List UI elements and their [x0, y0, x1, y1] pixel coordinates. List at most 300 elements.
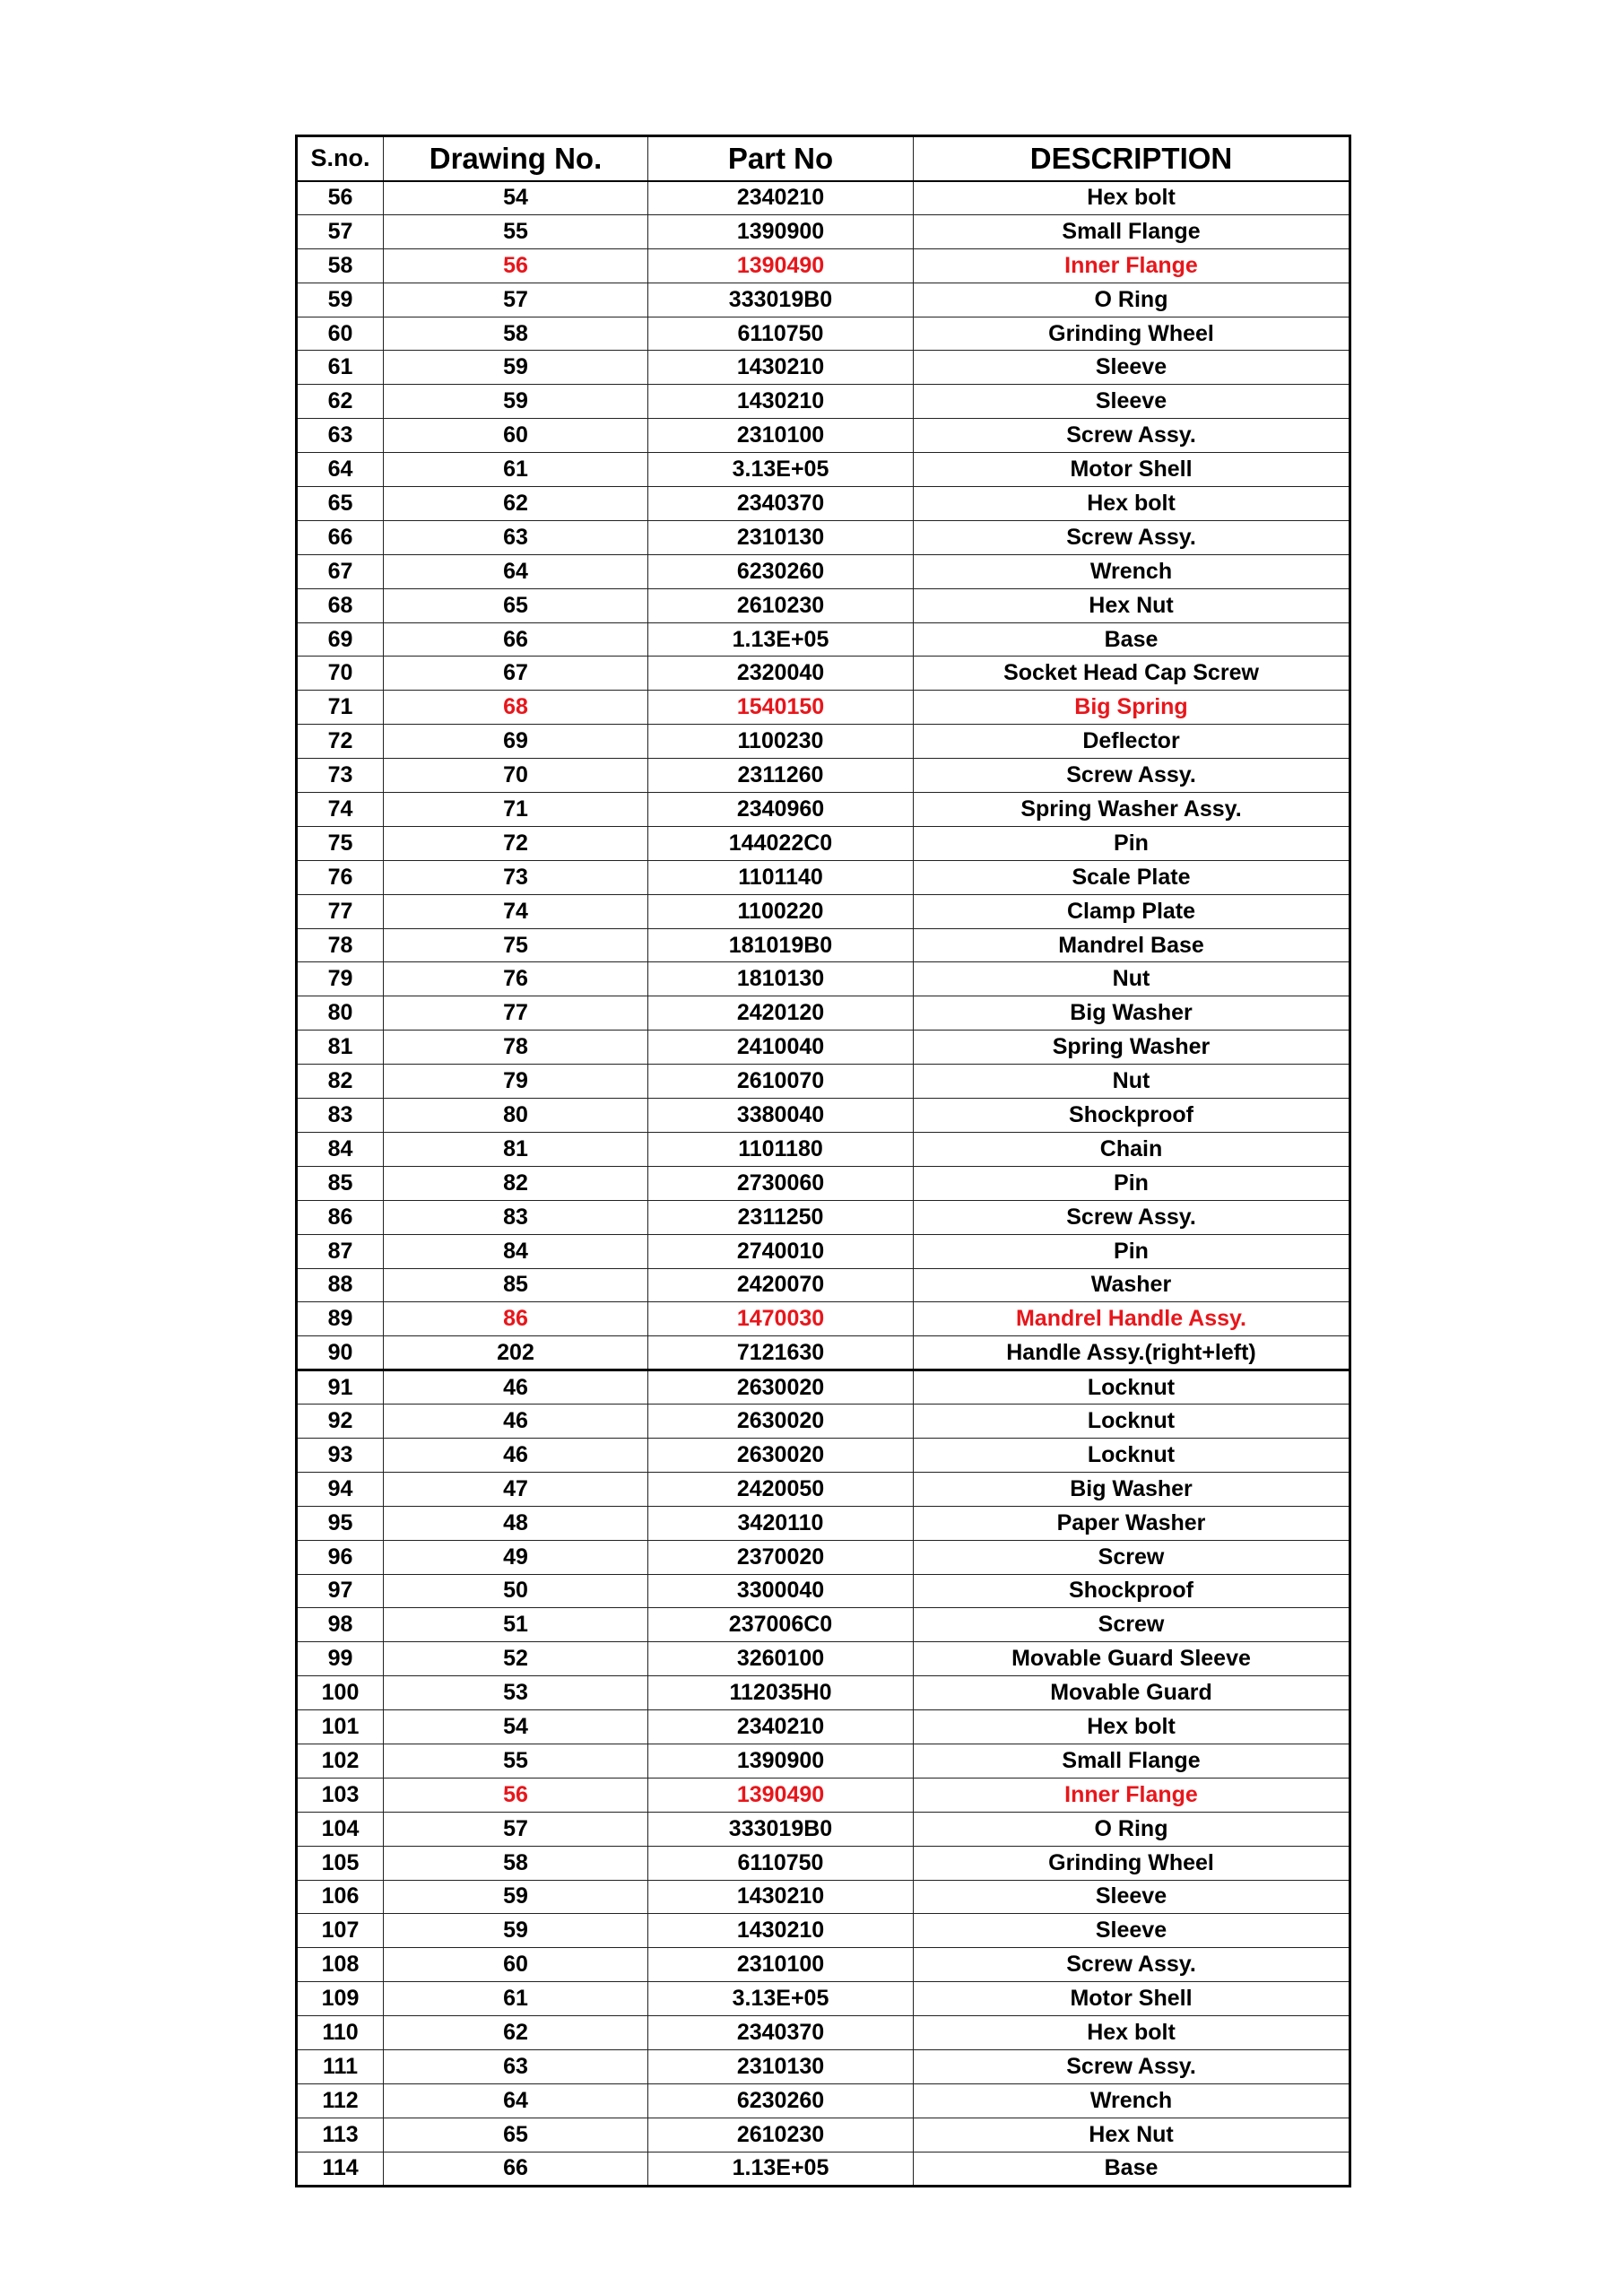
cell-part-no: 112035H0: [648, 1676, 914, 1710]
cell-part-no: 1430210: [648, 1880, 914, 1914]
cell-description: Big Spring: [914, 691, 1350, 725]
cell-description: Screw Assy.: [914, 2049, 1350, 2083]
cell-drawing-no: 59: [384, 1880, 648, 1914]
table-row: [297, 1031, 1350, 1065]
cell-part-no: 2310100: [648, 1948, 914, 1982]
cell-part-no: 1540150: [648, 691, 914, 725]
cell-sno: 106: [297, 1880, 384, 1914]
table-row: [297, 894, 1350, 928]
table-row: [297, 283, 1350, 317]
cell-description: Screw Assy.: [914, 419, 1350, 453]
cell-drawing-no: 73: [384, 860, 648, 894]
table-row: [297, 2118, 1350, 2152]
cell-sno: 102: [297, 1744, 384, 1778]
cell-drawing-no: 56: [384, 1778, 648, 1812]
cell-sno: 93: [297, 1438, 384, 1472]
cell-sno: 112: [297, 2083, 384, 2118]
table-row: [297, 928, 1350, 962]
cell-sno: 80: [297, 996, 384, 1031]
cell-description: Locknut: [914, 1405, 1350, 1439]
cell-drawing-no: 58: [384, 1846, 648, 1880]
header-drawing-no: Drawing No.: [384, 136, 648, 181]
cell-drawing-no: 75: [384, 928, 648, 962]
cell-description: Mandrel Handle Assy.: [914, 1302, 1350, 1336]
cell-drawing-no: 202: [384, 1336, 648, 1370]
table-row: [297, 1438, 1350, 1472]
cell-description: Screw Assy.: [914, 1948, 1350, 1982]
cell-description: Sleeve: [914, 1880, 1350, 1914]
cell-part-no: 2310130: [648, 2049, 914, 2083]
table-row: [297, 1405, 1350, 1439]
cell-description: Hex bolt: [914, 1710, 1350, 1744]
cell-drawing-no: 62: [384, 487, 648, 521]
cell-part-no: 2370020: [648, 1540, 914, 1574]
cell-description: Wrench: [914, 554, 1350, 588]
cell-part-no: 237006C0: [648, 1608, 914, 1642]
cell-part-no: 1470030: [648, 1302, 914, 1336]
cell-sno: 97: [297, 1574, 384, 1608]
cell-part-no: 2320040: [648, 657, 914, 691]
cell-sno: 98: [297, 1608, 384, 1642]
cell-part-no: 2630020: [648, 1405, 914, 1439]
cell-sno: 70: [297, 657, 384, 691]
cell-sno: 61: [297, 351, 384, 385]
cell-drawing-no: 66: [384, 622, 648, 657]
table-row: [297, 725, 1350, 759]
cell-description: Grinding Wheel: [914, 1846, 1350, 1880]
cell-sno: 56: [297, 181, 384, 215]
table-row: [297, 1200, 1350, 1234]
cell-description: Nut: [914, 962, 1350, 996]
cell-sno: 67: [297, 554, 384, 588]
cell-part-no: 2340210: [648, 181, 914, 215]
cell-drawing-no: 54: [384, 1710, 648, 1744]
cell-part-no: 2340370: [648, 2016, 914, 2050]
cell-part-no: 2420120: [648, 996, 914, 1031]
cell-part-no: 7121630: [648, 1336, 914, 1370]
cell-sno: 71: [297, 691, 384, 725]
cell-description: Mandrel Base: [914, 928, 1350, 962]
cell-drawing-no: 71: [384, 793, 648, 827]
cell-part-no: 2410040: [648, 1031, 914, 1065]
cell-drawing-no: 65: [384, 588, 648, 622]
cell-part-no: 2311250: [648, 1200, 914, 1234]
cell-description: Big Washer: [914, 1472, 1350, 1506]
table-row: [297, 2049, 1350, 2083]
cell-sno: 86: [297, 1200, 384, 1234]
cell-part-no: 2340370: [648, 487, 914, 521]
cell-description: Spring Washer Assy.: [914, 793, 1350, 827]
cell-drawing-no: 54: [384, 181, 648, 215]
cell-drawing-no: 67: [384, 657, 648, 691]
cell-drawing-no: 57: [384, 1812, 648, 1846]
cell-part-no: 2610070: [648, 1065, 914, 1099]
cell-description: O Ring: [914, 1812, 1350, 1846]
cell-sno: 85: [297, 1166, 384, 1200]
cell-sno: 99: [297, 1642, 384, 1676]
cell-description: Chain: [914, 1132, 1350, 1166]
cell-drawing-no: 68: [384, 691, 648, 725]
cell-part-no: 333019B0: [648, 1812, 914, 1846]
cell-description: Screw Assy.: [914, 520, 1350, 554]
cell-part-no: 2610230: [648, 2118, 914, 2152]
cell-sno: 78: [297, 928, 384, 962]
cell-drawing-no: 79: [384, 1065, 648, 1099]
cell-description: Hex Nut: [914, 2118, 1350, 2152]
cell-sno: 100: [297, 1676, 384, 1710]
table-row: [297, 759, 1350, 793]
cell-part-no: 2420070: [648, 1268, 914, 1302]
cell-drawing-no: 83: [384, 1200, 648, 1234]
cell-drawing-no: 59: [384, 1914, 648, 1948]
cell-sno: 77: [297, 894, 384, 928]
cell-sno: 88: [297, 1268, 384, 1302]
table-row: [297, 1370, 1350, 1405]
cell-description: O Ring: [914, 283, 1350, 317]
cell-description: Pin: [914, 826, 1350, 860]
cell-description: Deflector: [914, 725, 1350, 759]
cell-part-no: 1.13E+05: [648, 622, 914, 657]
cell-drawing-no: 78: [384, 1031, 648, 1065]
table-row: [297, 1472, 1350, 1506]
table-row: [297, 2152, 1350, 2186]
cell-sno: 58: [297, 248, 384, 283]
cell-part-no: 2610230: [648, 588, 914, 622]
cell-sno: 79: [297, 962, 384, 996]
cell-description: Scale Plate: [914, 860, 1350, 894]
cell-drawing-no: 59: [384, 385, 648, 419]
cell-part-no: 1810130: [648, 962, 914, 996]
table-row: [297, 1574, 1350, 1608]
cell-part-no: 2630020: [648, 1370, 914, 1405]
table-row: [297, 1506, 1350, 1540]
cell-sno: 94: [297, 1472, 384, 1506]
cell-part-no: 1100220: [648, 894, 914, 928]
cell-part-no: 2340960: [648, 793, 914, 827]
table-row: [297, 588, 1350, 622]
cell-drawing-no: 46: [384, 1438, 648, 1472]
table-body: [297, 181, 1350, 2187]
cell-drawing-no: 48: [384, 1506, 648, 1540]
cell-drawing-no: 60: [384, 1948, 648, 1982]
table-row: [297, 962, 1350, 996]
table-row: [297, 1948, 1350, 1982]
cell-description: Movable Guard Sleeve: [914, 1642, 1350, 1676]
cell-drawing-no: 63: [384, 2049, 648, 2083]
cell-part-no: 1.13E+05: [648, 2152, 914, 2186]
table-row: [297, 1676, 1350, 1710]
cell-description: Pin: [914, 1234, 1350, 1268]
table-row: [297, 1268, 1350, 1302]
cell-drawing-no: 69: [384, 725, 648, 759]
cell-sno: 69: [297, 622, 384, 657]
cell-sno: 64: [297, 453, 384, 487]
cell-description: Motor Shell: [914, 1982, 1350, 2016]
table-row: [297, 181, 1350, 215]
cell-sno: 104: [297, 1812, 384, 1846]
cell-description: Screw: [914, 1540, 1350, 1574]
cell-sno: 62: [297, 385, 384, 419]
cell-drawing-no: 50: [384, 1574, 648, 1608]
cell-part-no: 3.13E+05: [648, 453, 914, 487]
table-row: [297, 419, 1350, 453]
cell-description: Nut: [914, 1065, 1350, 1099]
cell-sno: 75: [297, 826, 384, 860]
table-row: [297, 1744, 1350, 1778]
cell-description: Hex bolt: [914, 2016, 1350, 2050]
table-row: [297, 1846, 1350, 1880]
cell-drawing-no: 64: [384, 2083, 648, 2118]
cell-description: Locknut: [914, 1370, 1350, 1405]
cell-sno: 108: [297, 1948, 384, 1982]
cell-sno: 96: [297, 1540, 384, 1574]
cell-description: Screw Assy.: [914, 759, 1350, 793]
cell-description: Hex Nut: [914, 588, 1350, 622]
table-row: [297, 1914, 1350, 1948]
cell-description: Socket Head Cap Screw: [914, 657, 1350, 691]
table-row: [297, 2016, 1350, 2050]
table-row: [297, 1608, 1350, 1642]
table-row: [297, 1710, 1350, 1744]
cell-description: Sleeve: [914, 351, 1350, 385]
cell-sno: 101: [297, 1710, 384, 1744]
cell-drawing-no: 61: [384, 453, 648, 487]
cell-description: Clamp Plate: [914, 894, 1350, 928]
cell-sno: 57: [297, 214, 384, 248]
cell-part-no: 6110750: [648, 317, 914, 351]
cell-part-no: 181019B0: [648, 928, 914, 962]
cell-sno: 92: [297, 1405, 384, 1439]
cell-description: Wrench: [914, 2083, 1350, 2118]
cell-drawing-no: 53: [384, 1676, 648, 1710]
cell-sno: 105: [297, 1846, 384, 1880]
table-row: [297, 554, 1350, 588]
cell-part-no: 6110750: [648, 1846, 914, 1880]
cell-description: Shockproof: [914, 1099, 1350, 1133]
cell-sno: 82: [297, 1065, 384, 1099]
cell-part-no: 1430210: [648, 385, 914, 419]
cell-description: Base: [914, 2152, 1350, 2186]
cell-sno: 60: [297, 317, 384, 351]
table-row: [297, 691, 1350, 725]
cell-sno: 110: [297, 2016, 384, 2050]
table-row: [297, 351, 1350, 385]
cell-drawing-no: 85: [384, 1268, 648, 1302]
cell-part-no: 1100230: [648, 725, 914, 759]
cell-part-no: 2310130: [648, 520, 914, 554]
cell-drawing-no: 63: [384, 520, 648, 554]
cell-part-no: 2630020: [648, 1438, 914, 1472]
table-row: [297, 1132, 1350, 1166]
cell-description: Hex bolt: [914, 487, 1350, 521]
cell-sno: 87: [297, 1234, 384, 1268]
cell-part-no: 1390900: [648, 214, 914, 248]
cell-sno: 76: [297, 860, 384, 894]
cell-description: Spring Washer: [914, 1031, 1350, 1065]
cell-sno: 83: [297, 1099, 384, 1133]
cell-description: Paper Washer: [914, 1506, 1350, 1540]
cell-description: Hex bolt: [914, 181, 1350, 215]
cell-sno: 65: [297, 487, 384, 521]
cell-description: Grinding Wheel: [914, 317, 1350, 351]
cell-drawing-no: 52: [384, 1642, 648, 1676]
cell-drawing-no: 64: [384, 554, 648, 588]
cell-description: Big Washer: [914, 996, 1350, 1031]
cell-drawing-no: 51: [384, 1608, 648, 1642]
table-row: [297, 385, 1350, 419]
cell-part-no: 2730060: [648, 1166, 914, 1200]
cell-part-no: 144022C0: [648, 826, 914, 860]
cell-sno: 95: [297, 1506, 384, 1540]
cell-sno: 90: [297, 1336, 384, 1370]
cell-sno: 74: [297, 793, 384, 827]
table-row: [297, 1336, 1350, 1370]
table-row: [297, 1982, 1350, 2016]
cell-part-no: 2310100: [648, 419, 914, 453]
cell-drawing-no: 49: [384, 1540, 648, 1574]
cell-description: Sleeve: [914, 1914, 1350, 1948]
cell-sno: 63: [297, 419, 384, 453]
cell-part-no: 2420050: [648, 1472, 914, 1506]
table-row: [297, 1540, 1350, 1574]
cell-part-no: 6230260: [648, 2083, 914, 2118]
cell-description: Base: [914, 622, 1350, 657]
table-row: [297, 1065, 1350, 1099]
cell-drawing-no: 66: [384, 2152, 648, 2186]
table-row: [297, 826, 1350, 860]
cell-part-no: 3300040: [648, 1574, 914, 1608]
cell-sno: 66: [297, 520, 384, 554]
parts-table: [295, 135, 1351, 2187]
cell-drawing-no: 84: [384, 1234, 648, 1268]
cell-drawing-no: 76: [384, 962, 648, 996]
cell-description: Inner Flange: [914, 248, 1350, 283]
cell-sno: 73: [297, 759, 384, 793]
cell-drawing-no: 70: [384, 759, 648, 793]
table-row: [297, 1234, 1350, 1268]
cell-sno: 81: [297, 1031, 384, 1065]
cell-part-no: 1390900: [648, 1744, 914, 1778]
cell-sno: 89: [297, 1302, 384, 1336]
cell-part-no: 2740010: [648, 1234, 914, 1268]
cell-drawing-no: 55: [384, 1744, 648, 1778]
table-row: [297, 453, 1350, 487]
table-row: [297, 487, 1350, 521]
cell-description: Shockproof: [914, 1574, 1350, 1608]
cell-drawing-no: 57: [384, 283, 648, 317]
table-row: [297, 1812, 1350, 1846]
cell-part-no: 1430210: [648, 1914, 914, 1948]
cell-part-no: 1430210: [648, 351, 914, 385]
cell-drawing-no: 86: [384, 1302, 648, 1336]
cell-drawing-no: 82: [384, 1166, 648, 1200]
header-description: DESCRIPTION: [914, 136, 1350, 181]
cell-part-no: 3420110: [648, 1506, 914, 1540]
table-row: [297, 1880, 1350, 1914]
table-row: [297, 520, 1350, 554]
cell-part-no: 3260100: [648, 1642, 914, 1676]
cell-description: Sleeve: [914, 385, 1350, 419]
table-header: [297, 136, 1350, 181]
table-row: [297, 1166, 1350, 1200]
cell-part-no: 3380040: [648, 1099, 914, 1133]
cell-sno: 84: [297, 1132, 384, 1166]
table-row: [297, 622, 1350, 657]
cell-sno: 59: [297, 283, 384, 317]
table-row: [297, 1642, 1350, 1676]
table-row: [297, 248, 1350, 283]
cell-description: Movable Guard: [914, 1676, 1350, 1710]
table-row: [297, 1099, 1350, 1133]
cell-sno: 72: [297, 725, 384, 759]
header-row: [297, 136, 1350, 181]
cell-drawing-no: 61: [384, 1982, 648, 2016]
cell-description: Inner Flange: [914, 1778, 1350, 1812]
cell-part-no: 1390490: [648, 248, 914, 283]
header-part-no: Part No: [648, 136, 914, 181]
cell-description: Washer: [914, 1268, 1350, 1302]
cell-drawing-no: 59: [384, 351, 648, 385]
cell-drawing-no: 80: [384, 1099, 648, 1133]
cell-sno: 91: [297, 1370, 384, 1405]
cell-description: Handle Assy.(right+left): [914, 1336, 1350, 1370]
cell-drawing-no: 56: [384, 248, 648, 283]
table-row: [297, 1302, 1350, 1336]
cell-drawing-no: 74: [384, 894, 648, 928]
header-sno: S.no.: [297, 136, 384, 181]
cell-description: Locknut: [914, 1438, 1350, 1472]
cell-drawing-no: 46: [384, 1370, 648, 1405]
cell-drawing-no: 72: [384, 826, 648, 860]
cell-sno: 107: [297, 1914, 384, 1948]
cell-description: Screw: [914, 1608, 1350, 1642]
cell-description: Pin: [914, 1166, 1350, 1200]
cell-sno: 103: [297, 1778, 384, 1812]
cell-drawing-no: 46: [384, 1405, 648, 1439]
cell-drawing-no: 65: [384, 2118, 648, 2152]
cell-sno: 68: [297, 588, 384, 622]
table-row: [297, 317, 1350, 351]
cell-description: Motor Shell: [914, 453, 1350, 487]
cell-sno: 114: [297, 2152, 384, 2186]
cell-sno: 109: [297, 1982, 384, 2016]
cell-description: Small Flange: [914, 1744, 1350, 1778]
cell-drawing-no: 62: [384, 2016, 648, 2050]
table-row: [297, 1778, 1350, 1812]
cell-part-no: 1101140: [648, 860, 914, 894]
table-row: [297, 860, 1350, 894]
cell-drawing-no: 77: [384, 996, 648, 1031]
cell-sno: 111: [297, 2049, 384, 2083]
cell-drawing-no: 47: [384, 1472, 648, 1506]
cell-description: Screw Assy.: [914, 1200, 1350, 1234]
cell-drawing-no: 58: [384, 317, 648, 351]
table-row: [297, 996, 1350, 1031]
table-row: [297, 657, 1350, 691]
cell-part-no: 2340210: [648, 1710, 914, 1744]
cell-part-no: 1390490: [648, 1778, 914, 1812]
cell-drawing-no: 55: [384, 214, 648, 248]
cell-part-no: 333019B0: [648, 283, 914, 317]
cell-part-no: 1101180: [648, 1132, 914, 1166]
table-row: [297, 793, 1350, 827]
table-row: [297, 214, 1350, 248]
cell-drawing-no: 60: [384, 419, 648, 453]
cell-sno: 113: [297, 2118, 384, 2152]
cell-part-no: 3.13E+05: [648, 1982, 914, 2016]
cell-description: Small Flange: [914, 214, 1350, 248]
cell-part-no: 6230260: [648, 554, 914, 588]
